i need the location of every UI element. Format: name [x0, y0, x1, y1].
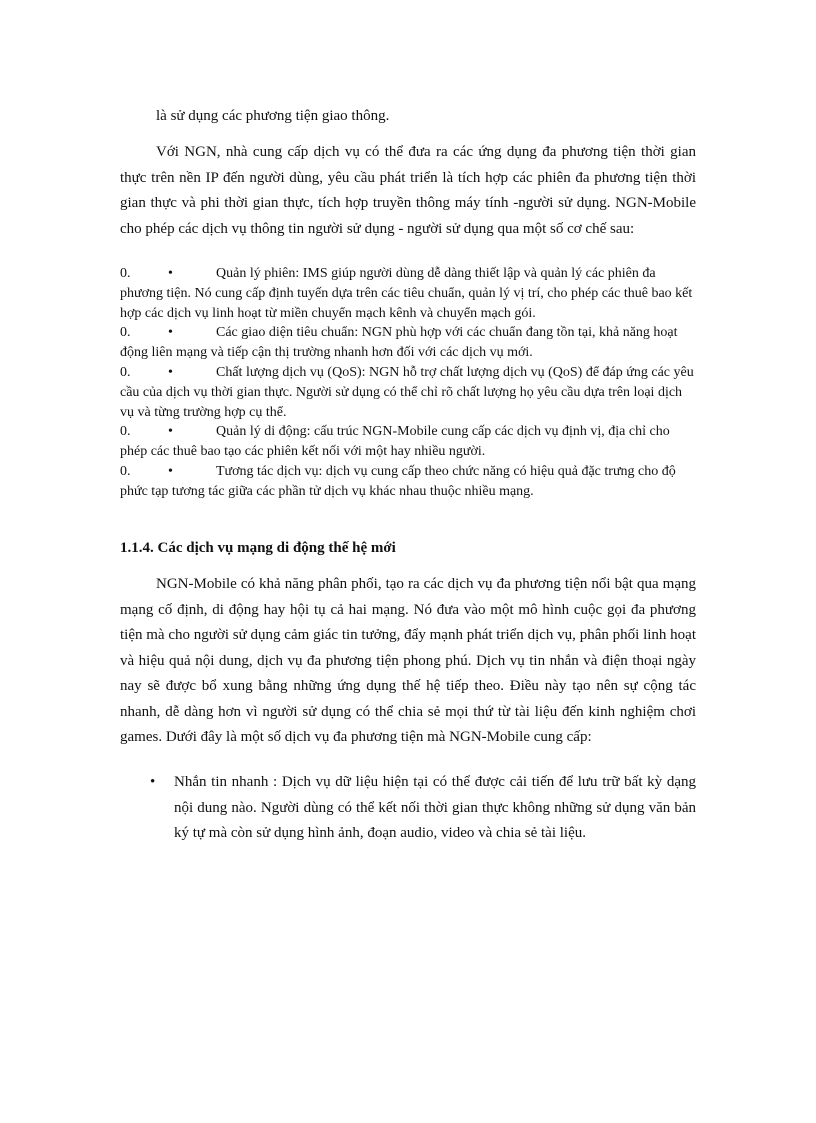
list-number: 0. [120, 266, 131, 281]
list-item-text: Chất lượng dịch vụ (QoS): NGN hỗ trợ chất lượng dịch vụ (QoS) để đáp ứng các yêu cầu của dịch vụ thời gian thực. Người sử dụng có thể chỉ rõ chất lượng họ yêu cầu dựa trên loại dịch vụ và từng trường hợp cụ thể. [120, 364, 694, 420]
list-item-text: Các giao diện tiêu chuẩn: NGN phù hợp với các chuẩn đang tồn tại, khả năng hoạt động liên mạng và tiếp cận thị trường nhanh hơn đối với các dịch vụ mới. [120, 325, 678, 361]
list-item [120, 264, 696, 323]
bullet-item [150, 770, 696, 847]
bullet-icon: • [168, 325, 173, 341]
list-item [120, 323, 696, 363]
list-number: 0. [120, 325, 131, 341]
list-item [120, 422, 696, 462]
list-item-text: Quản lý phiên: IMS giúp người dùng dễ dàng thiết lập và quản lý các phiên đa phương tiện. Nó cung cấp định tuyến dựa trên các tiêu chuẩn, quản lý vị trí, cho phép các thuê bao kết hợp các dịch vụ linh hoạt từ miền chuyển mạch kênh và chuyển mạch gói. [120, 266, 693, 321]
list-number: 0. [120, 463, 131, 479]
bullet-icon: • [168, 266, 173, 281]
list-item-text: Tương tác dịch vụ: dịch vụ cung cấp theo chức năng có hiệu quả đặc trưng cho độ phức tạp tương tác giữa các phần tử dịch vụ khác nhau thuộc nhiều mạng. [120, 463, 676, 499]
list-item [120, 462, 696, 502]
mechanism-list [120, 264, 696, 502]
bullet-icon: • [168, 463, 173, 479]
section-heading: 1.1.4. Các dịch vụ mạng di động thế hệ mới [120, 540, 396, 556]
services-paragraph: NGN-Mobile có khả năng phân phối, tạo ra các dịch vụ đa phương tiện nổi bật qua mạng mạng cố định, di động hay hội tụ cả hai mạng. Nó đưa vào một mô hình cuộc gọi đa phương tiện mà cho người sử dụng cảm giác tin tưởng, đẩy mạnh phát triển dịch vụ, phân phối linh hoạt và hiệu quả nội dung, dịch vụ đa phương tiện phong phú. Dịch vụ tin nhắn và điện thoại ngày nay sẽ được bổ xung bằng những ứng dụng thế hệ tiếp theo. Điều này tạo nên sự cộng tác nhanh, dễ dàng hơn vì người sử dụng có thể chia sẻ mọi thứ từ tài liệu đến kinh nghiệm chơi games. Dưới đây là một số dịch vụ đa phương tiện mà NGN-Mobile cung cấp: [120, 576, 696, 745]
intro-paragraph: Với NGN, nhà cung cấp dịch vụ có thể đưa ra các ứng dụng đa phương tiện thời gian thực trên nền IP đến người dùng, yêu cầu phát triển là tích hợp các phiên đa phương tiện thời gian thực và phi thời gian thực, tích hợp truyền thông máy tính -người sử dụng. NGN-Mobile cho phép các dịch vụ thông tin người sử dụng - người sử dụng qua một số cơ chế sau: [120, 144, 696, 237]
list-number: 0. [120, 424, 131, 440]
continued-line: là sử dụng các phương tiện giao thông. [156, 108, 390, 124]
bullet-item-text: Nhắn tin nhanh : Dịch vụ dữ liệu hiện tại có thể được cải tiến để lưu trữ bất kỳ dạng nội dung nào. Người dùng có thể kết nối thời gian thực không những sử dụng văn bản ký tự mà còn sử dụng hình ảnh, đoạn audio, video và chia sẻ tài liệu. [174, 774, 696, 841]
list-item-text: Quản lý di động: cấu trúc NGN-Mobile cung cấp các dịch vụ định vị, địa chỉ cho phép các thuê bao tạo các phiên kết nối với một hay nhiều người. [120, 424, 670, 460]
bullet-icon: • [168, 424, 173, 440]
bullet-icon: • [150, 774, 156, 790]
list-item [120, 363, 696, 422]
list-number: 0. [120, 364, 131, 380]
bullet-icon: • [168, 364, 173, 380]
